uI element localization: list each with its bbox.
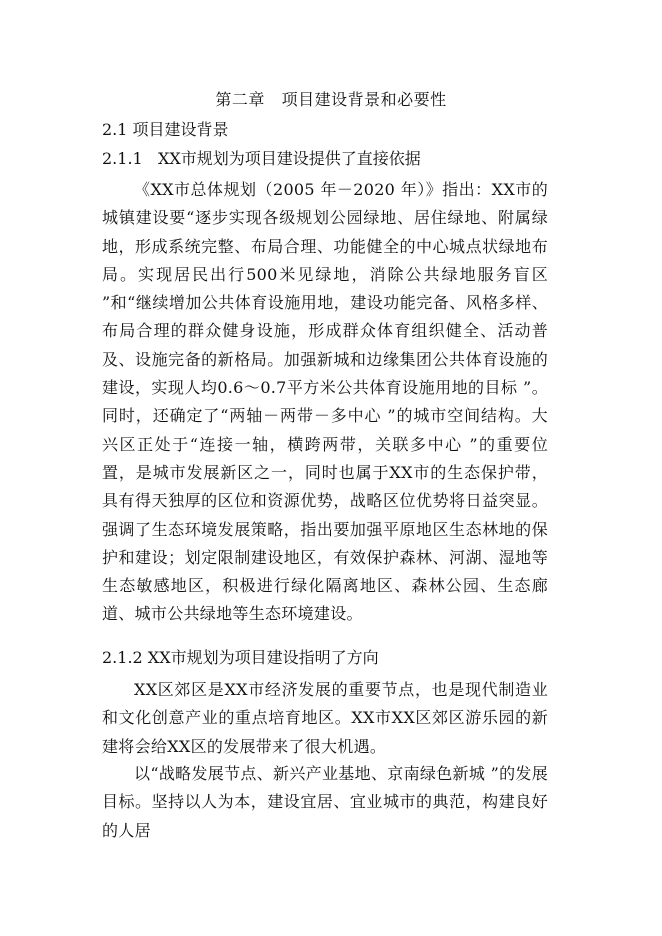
paragraph-development-goal: 以“战略发展节点、新兴产业基地、京南绿色新城 ”的发展目标。坚持以人为本，建设宜居、宜业城市的典范，构建良好的人居 (102, 764, 548, 840)
section-heading-2-1-1: 2.1.1 XX市规划为项目建设提供了直接依据 (102, 149, 421, 168)
section-heading-2-1-2: 2.1.2 XX市规划为项目建设指明了方向 (102, 648, 379, 667)
section-heading-2-1: 2.1 项目建设背景 (102, 120, 229, 139)
paragraph-district-node: XX区郊区是XX市经济发展的重要节点，也是现代制造业和文化创意产业的重点培育地区。XX市XX区郊区游乐园的新建将会给XX区的发展带来了很大机遇。 (102, 680, 548, 756)
chapter-title: 第二章 项目建设背景和必要性 (215, 90, 447, 109)
paragraph-planning-basis: 《XX市总体规划（2005 年－2020 年）》指出：XX市的城镇建设要“逐步实现各级规划公园绿地、居住绿地、附属绿地，形成系统完整、布局合理、功能健全的中心城点状绿地布局。实现居民出行500米见绿地，消除公共绿地服务盲区 ”和“继续增加公共体育设施用地，建设功能完备、风格多样、布局合理的群众健身设施，形成群众体育组织健全、活动普及、设施完备的新格局。加强新城和边缘集团公共体育设施的建设，实现人均0.6～0.7平方米公共体育设施用地的目标 ”。同时，还确定了“两轴－两带－多中心 ”的城市空间结构。大兴区正处于“连接一轴，横跨两带，关联多中心 ”的重要位置，是城市发展新区之一，同时也属于XX市的生态保护带，具有得天独厚的区位和资源优势，战略区位优势将日益突显。强调了生态环境发展策略，指出要加强平原地区生态林地的保护和建设；划定限制建设地区，有效保护森林、河湖、湿地等生态敏感地区，积极进行绿化隔离地区、森林公园、生态廊道、城市公共绿地等生态环境建设。 (102, 180, 548, 624)
